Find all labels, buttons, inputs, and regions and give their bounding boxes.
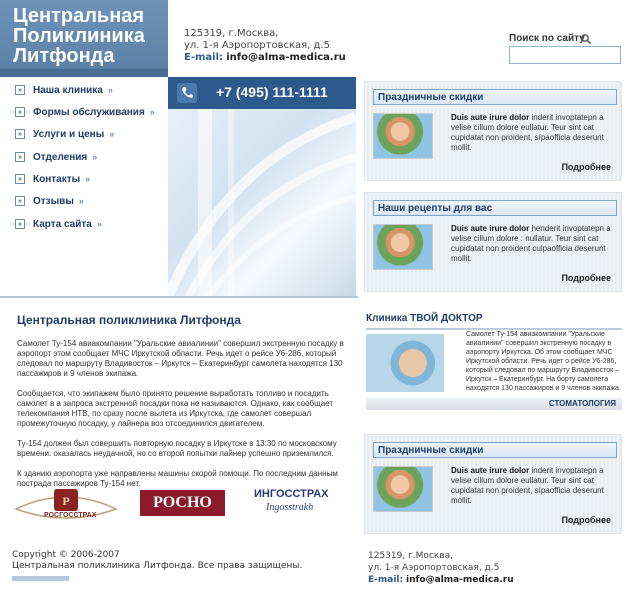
footer-accent-bar xyxy=(12,576,69,581)
menu-item-label: Услуги и цены xyxy=(33,128,105,140)
chevron-right-icon: » xyxy=(107,85,113,95)
promo-more-link[interactable]: Подробнее xyxy=(561,273,611,283)
chevron-right-icon: » xyxy=(109,129,115,139)
content-divider xyxy=(0,296,358,298)
promo-title[interactable]: Праздничные скидки xyxy=(373,89,617,105)
promo-body: henderit invoptatepn a velise cillum dolore : nullatur. Teur sint cat cupidatat non proident culpaofficia deserunt mollit. xyxy=(451,224,611,263)
menu-item-service-forms[interactable] xyxy=(15,105,155,119)
menu-item-clinic[interactable] xyxy=(15,83,113,97)
footer-email-link[interactable]: info@alma-medica.ru xyxy=(405,575,514,585)
menu-bullet-icon: » xyxy=(15,107,25,117)
search-icon[interactable] xyxy=(580,33,592,45)
chevron-right-icon: » xyxy=(85,174,91,184)
logo[interactable] xyxy=(0,0,168,77)
menu-bullet-icon: » xyxy=(15,219,25,229)
menu-bullet-icon: » xyxy=(15,85,25,95)
article-paragraph: К зданию аэропорта уже направлены машины скорой помощи. По последним данным пострада пассажиров Ту-154 нет. xyxy=(17,469,338,488)
promo-photo xyxy=(373,224,433,270)
promo-photo xyxy=(373,466,433,512)
menu-bullet-icon: » xyxy=(15,174,25,184)
logo-bar xyxy=(0,69,168,77)
promo-lead: Duis aute irure dolor xyxy=(451,224,530,233)
promo-text xyxy=(451,113,617,153)
promo-title[interactable]: Наши рецепты для вас xyxy=(373,200,617,216)
search-input[interactable] xyxy=(509,46,621,64)
article-paragraph: Самолет Ту-154 авиакомпании "Уральские авиалинии" совершил экстренную посадку в аэропорт этом сообщает МЧС Иркутской области. Речь идет о рейсе У6-286, который следовал по маршруту Владивосток – Иркутск – Екатеринбург самолета находятся 130 пассажиров и 9 членов экипажа. xyxy=(17,339,344,378)
footer-address-line2: ул. 1-я Аэропортовская, д.5 xyxy=(368,563,500,573)
partner-logos xyxy=(14,483,354,523)
promo-text xyxy=(451,466,617,506)
menu-item-sitemap[interactable] xyxy=(15,217,102,231)
chevron-right-icon: » xyxy=(78,196,84,206)
chevron-right-icon: » xyxy=(149,107,155,117)
promo-lead: Duis aute irure dolor xyxy=(451,466,530,475)
header-address xyxy=(184,28,346,64)
promo-title[interactable]: Праздничные скидки xyxy=(373,442,617,458)
svg-text:P: P xyxy=(62,494,70,508)
phone-icon xyxy=(177,83,197,103)
chevron-right-icon: » xyxy=(92,152,98,162)
dentist-photo xyxy=(366,334,444,392)
copyright-line: Copyright © 2006-2007 xyxy=(12,550,120,560)
rights-line: Центральная поликлиника Литфонда. Все права защищены. xyxy=(12,561,303,571)
hero-arches-graphic xyxy=(168,77,356,297)
menu-item-label: Наша клиника xyxy=(33,84,103,96)
logo-line-1: Центральная xyxy=(13,5,145,27)
rosgosstrakh-name: РОСГОССТРАХ xyxy=(44,512,97,519)
header-email-link[interactable]: info@alma-medica.ru xyxy=(226,52,346,63)
menu-item-prices[interactable] xyxy=(15,127,114,141)
promo-photo xyxy=(373,113,433,159)
rosgosstrakh-logo[interactable] xyxy=(14,483,118,525)
category-label-dentistry[interactable]: СТОМАТОЛОГИЯ xyxy=(548,399,616,408)
promo-text xyxy=(451,224,617,264)
promo-more-link[interactable]: Подробнее xyxy=(561,515,611,525)
logo-text xyxy=(13,6,145,66)
main-menu xyxy=(0,77,168,297)
chevron-right-icon: » xyxy=(96,219,102,229)
article-body xyxy=(17,339,349,499)
hero-architecture-image xyxy=(168,77,356,297)
menu-bullet-icon: » xyxy=(15,129,25,139)
menu-bullet-icon: » xyxy=(15,196,25,206)
promo-body: inderit invoptatepn a velise cillum dolore eullatur. Teur sint cat cupidatat non proident, sípaofficia deserunt mollit. xyxy=(451,466,604,505)
footer-address-line1: 125319, г.Москва, xyxy=(368,551,454,561)
header-address-line1: 125319, г.Москва, xyxy=(184,28,279,39)
category-bar xyxy=(366,398,622,410)
menu-item-label: Отзывы xyxy=(33,195,74,207)
footer-address xyxy=(368,550,514,586)
header-email-label: E-mail: xyxy=(184,52,224,63)
rosno-logo[interactable]: РОСНО xyxy=(140,490,225,516)
menu-item-reviews[interactable] xyxy=(15,194,84,208)
article-paragraph: Ту-154 должен был совершить повторную посадку в Иркутске в 13:30 по московскому времени. оказалась неудачной, но со второй попытки лайнер успешно приземлился. xyxy=(17,439,337,458)
article-paragraph: Сообщается, что экипажем было принято решение выработать топливо и посадить самолет в а запроса экстренной посадки пока не называются. Однако, как сообщает телекомпания НТВ, по сразу после вылета из Иркутска, где самолет совершал промежуточную посадку, у лайнера воз отсоединился двигателем. xyxy=(17,389,333,428)
promo-recipes xyxy=(364,192,622,292)
promo-body: inderit invoptatepn a velise cillum dolore eullatur. Teur sint cat cupidatat non proident, sípaofficia deserunt mollit. xyxy=(451,113,604,152)
logo-line-3: Литфонда xyxy=(13,45,115,67)
menu-item-label: Отделения xyxy=(33,151,88,163)
clinic-magazine-title[interactable]: Клиника ТВОЙ ДОКТОР xyxy=(366,313,483,324)
ingosstrakh-subtitle: Ingosstrakh xyxy=(266,502,314,513)
clinic-magazine-text: Самолет Ту-154 авиакомпании "Уральские авиалинии" совершил экстренную посадку в аэропорту Иркутска. Об этом сообщает МЧС Иркутской области. Речь идет о рейсе У6-286, который следовал по маршруту Владивосток – Иркутск – Екатеринбург. На борту самолета находятся 130 пассажиров и 9 членов экипажа. xyxy=(466,331,621,392)
menu-item-label: Карта сайта xyxy=(33,218,92,230)
footer-email-row xyxy=(368,574,514,586)
article-title: Центральная поликлиника Литфонда xyxy=(17,313,241,327)
promo-discounts xyxy=(364,81,622,181)
footer-copyright xyxy=(12,550,302,572)
phone-number[interactable]: +7 (495) 111-1111 xyxy=(216,84,328,100)
footer-email-label: E-mail: xyxy=(368,575,404,585)
promo-lead: Duis aute irure dolor xyxy=(451,113,530,122)
menu-item-contacts[interactable] xyxy=(15,172,90,186)
menu-item-label: Формы обслуживания xyxy=(33,106,145,118)
search-label: Поиск по сайту xyxy=(509,33,585,44)
promo-more-link[interactable]: Подробнее xyxy=(561,162,611,172)
phone-bar xyxy=(168,77,356,109)
menu-bullet-icon: » xyxy=(15,152,25,162)
header-address-line2: ул. 1-я Аэропортовская, д.5 xyxy=(184,40,330,51)
ingosstrakh-logo[interactable]: ИНГОССТРАХ xyxy=(254,488,329,500)
menu-item-departments[interactable] xyxy=(15,150,97,164)
promo-discounts-bottom xyxy=(364,434,622,534)
header-email-row xyxy=(184,52,346,64)
logo-line-2: Поликлиника xyxy=(13,25,145,47)
menu-item-label: Контакты xyxy=(33,173,81,185)
